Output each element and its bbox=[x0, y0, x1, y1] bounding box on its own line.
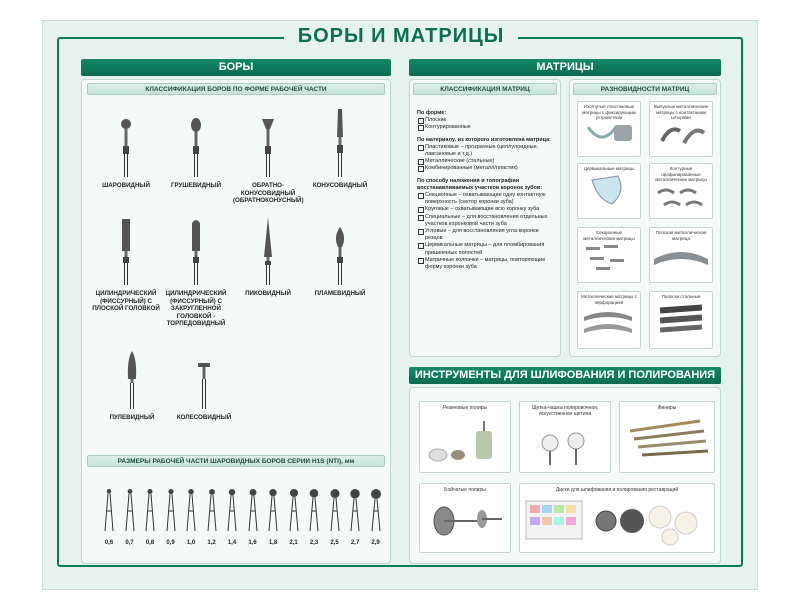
bur-size-label: 1,4 bbox=[227, 540, 237, 546]
spherical-bur-icon bbox=[284, 487, 304, 533]
matritsy-varieties-header: РАЗНОВИДНОСТИ МАТРИЦ bbox=[573, 83, 717, 95]
bur-size-label: 0,8 bbox=[145, 540, 155, 546]
bur-pikovidny bbox=[233, 217, 303, 298]
group-forma bbox=[417, 110, 557, 132]
bur-plamevidny bbox=[305, 227, 375, 298]
bur-size-item bbox=[304, 487, 324, 546]
bur-head bbox=[371, 489, 381, 499]
spherical-bur-icon bbox=[99, 487, 119, 533]
bur-sizes-row bbox=[99, 487, 419, 557]
plastic-matrix-icon bbox=[578, 121, 640, 151]
bur-size-item bbox=[222, 487, 242, 546]
bur-needle-icon bbox=[258, 217, 278, 287]
bur-label: КОЛЕСОВИДНЫЙ bbox=[176, 414, 232, 421]
bur-head bbox=[310, 489, 319, 498]
card-caption: Выпуклые металлические матрицы с контактными штырями bbox=[653, 104, 709, 120]
bur-size-item bbox=[325, 487, 345, 546]
matrix-card-cervical bbox=[577, 163, 641, 219]
group-heading: По способу наложения и топографии восстанавливаемых участков коронок зубов: bbox=[417, 177, 543, 191]
steel-strips-icon bbox=[650, 300, 712, 334]
bur-shank bbox=[290, 497, 298, 531]
bur-shank bbox=[228, 495, 236, 531]
card-caption: Секционные металлические матрицы bbox=[583, 230, 635, 241]
bur-shank bbox=[187, 494, 195, 531]
spherical-bur-icon bbox=[181, 487, 201, 533]
bur-label: ЦИЛИНДРИЧЕСКИЙ (ФИССУРНЫЙ) С ЗАКРУГЛЕННОЙ ГОЛОВКОЙ - ТОРПЕДОВИДНЫЙ bbox=[165, 290, 227, 327]
finishers-icon bbox=[620, 411, 714, 463]
list-item: Угловые – для восстановления угла коронки резцов bbox=[417, 228, 557, 242]
section-header-matritsy: МАТРИЦЫ bbox=[409, 59, 721, 76]
bur-grushevidny bbox=[161, 117, 231, 190]
bur-head bbox=[127, 489, 132, 494]
bur-shank bbox=[105, 493, 113, 531]
instrument-card-disk-polishers bbox=[419, 483, 511, 553]
spherical-bur-icon bbox=[263, 487, 283, 533]
card-caption: Резиновые полиры bbox=[442, 405, 488, 411]
group-heading: По материалу, из которого изготовлена матрица: bbox=[417, 136, 551, 143]
bur-tsilindricheskiy-torpedovidny bbox=[161, 217, 231, 328]
convex-matrix-icon bbox=[650, 121, 712, 151]
bur-shank bbox=[208, 495, 216, 531]
bur-size-label: 1,2 bbox=[207, 540, 216, 546]
bur-flame-icon bbox=[330, 227, 350, 287]
bur-size-item bbox=[284, 487, 304, 546]
card-caption: Цервикальные матрицы bbox=[583, 166, 635, 171]
card-caption: Полоски стальные bbox=[661, 294, 701, 299]
list-item: Пластиковые – прозрачные (целлулоидные, лавсановые и т.д.) bbox=[417, 144, 557, 158]
matritsy-classification-header: КЛАССИФИКАЦИЯ МАТРИЦ bbox=[413, 83, 557, 95]
bur-kolesovidny bbox=[169, 361, 239, 422]
spherical-bur-icon bbox=[366, 487, 386, 533]
bur-flat-cylinder-icon bbox=[116, 217, 136, 287]
bur-head bbox=[209, 489, 215, 495]
card-caption: Металлические матрицы с перфорацией bbox=[581, 294, 637, 305]
bur-size-label: 0,9 bbox=[166, 540, 175, 546]
section-header-instruments: ИНСТРУМЕНТЫ ДЛЯ ШЛИФОВАНИЯ И ПОЛИРОВАНИЯ bbox=[409, 367, 721, 384]
bur-label: КОНУСОВИДНЫЙ bbox=[312, 182, 368, 189]
matrix-card-contour bbox=[649, 163, 713, 219]
bur-shank bbox=[126, 494, 134, 531]
bur-inverted-cone-icon bbox=[258, 117, 278, 179]
matritsy-classification-list bbox=[417, 105, 557, 271]
bur-size-label: 1,8 bbox=[268, 540, 278, 546]
page-title bbox=[43, 25, 758, 48]
list-item: Комбинированные (металл/пластик) bbox=[417, 165, 557, 172]
bur-head bbox=[350, 489, 360, 499]
flat-matrix-icon bbox=[650, 241, 712, 271]
card-caption: Контурные профилированные металлические матрицы bbox=[655, 166, 707, 182]
bur-label: ОБРАТНО-КОНУСОВИДНЫЙ (ОБРАТНОКОНУСНЫЙ) bbox=[233, 182, 304, 204]
contour-matrix-icon bbox=[650, 183, 712, 213]
bur-pulevidny bbox=[97, 351, 167, 422]
bur-label: ШАРОВИДНЫЙ bbox=[102, 182, 150, 189]
rubber-polishers-icon bbox=[420, 411, 510, 469]
list-item: Специальные – для восстановления отдельных участков коронковой части зуба bbox=[417, 214, 557, 228]
card-caption: Диски для шлифования и полирования реставраций bbox=[555, 487, 679, 493]
spherical-bur-icon bbox=[345, 487, 365, 533]
bur-pear-icon bbox=[186, 117, 206, 179]
bur-size-item bbox=[243, 487, 263, 546]
bur-size-label: 1,6 bbox=[248, 540, 257, 546]
group-sposob bbox=[417, 178, 557, 272]
matrix-card-convex-metal bbox=[649, 101, 713, 157]
list-item: Плоские bbox=[417, 117, 557, 124]
bur-wheel-icon bbox=[194, 361, 214, 411]
card-caption: Изогнутые пластиковые матрицы с фиксирующим устройством bbox=[582, 104, 636, 120]
bur-shank bbox=[167, 494, 175, 531]
spherical-bur-icon bbox=[243, 487, 263, 533]
bur-label: ПУЛЕВИДНЫЙ bbox=[109, 414, 155, 421]
matrix-card-perforated bbox=[577, 291, 641, 349]
bur-shank bbox=[331, 498, 339, 531]
bur-konusovidny bbox=[305, 107, 375, 190]
bur-size-label: 2,1 bbox=[289, 540, 298, 546]
bur-bullet-icon bbox=[122, 351, 142, 411]
spherical-bur-icon bbox=[304, 487, 324, 533]
bur-label: ЦИЛИНДРИЧЕСКИЙ (ФИССУРНЫЙ) С ПЛОСКОЙ ГОЛОВКОЙ bbox=[92, 290, 160, 312]
bur-size-item bbox=[140, 487, 160, 546]
bur-shank bbox=[146, 494, 154, 531]
poster bbox=[42, 20, 758, 590]
bur-shank bbox=[249, 496, 257, 531]
bur-shank bbox=[351, 499, 359, 531]
bur-sharovidny bbox=[91, 117, 161, 190]
bur-size-label: 1,0 bbox=[186, 540, 196, 546]
bur-cone-icon bbox=[330, 107, 350, 179]
instrument-card-finishers bbox=[619, 401, 715, 473]
cervical-matrix-icon bbox=[578, 172, 640, 208]
bur-size-label: 0,6 bbox=[104, 540, 114, 546]
bur-size-item bbox=[161, 487, 181, 546]
bur-sizes-header: РАЗМЕРЫ РАБОЧЕЙ ЧАСТИ ШАРОВИДНЫХ БОРОВ СЕРИИ H1S (NTI), мм bbox=[87, 455, 385, 467]
bur-label: ПИКОВИДНЫЙ bbox=[245, 290, 291, 297]
spherical-bur-icon bbox=[161, 487, 181, 533]
bur-size-label: 2,3 bbox=[309, 540, 319, 546]
bur-obratno-konusovidny bbox=[233, 117, 303, 205]
bur-head bbox=[269, 489, 276, 496]
bur-head bbox=[249, 489, 256, 496]
instrument-card-polishing-disks bbox=[519, 483, 715, 553]
bur-tsilindricheskiy-ploskiy bbox=[91, 217, 161, 313]
bur-size-label: 2,5 bbox=[330, 540, 339, 546]
title-text: БОРЫ И МАТРИЦЫ bbox=[284, 25, 519, 47]
card-caption: Плоская металлическая матрица bbox=[655, 230, 707, 241]
bur-head bbox=[188, 489, 193, 494]
bur-shank bbox=[310, 498, 318, 531]
card-caption: Бойчатые полиры bbox=[444, 487, 486, 493]
bur-size-label: 2,7 bbox=[350, 540, 360, 546]
bur-head bbox=[107, 489, 111, 493]
bur-label: ПЛАМЕВИДНЫЙ bbox=[314, 290, 366, 297]
bur-size-item bbox=[366, 487, 386, 546]
bur-head bbox=[330, 489, 339, 498]
bur-shank bbox=[269, 496, 277, 531]
bur-head bbox=[148, 489, 153, 494]
list-item: Контурированные bbox=[417, 124, 557, 131]
bur-size-item bbox=[120, 487, 140, 546]
bory-classification-header: КЛАССИФИКАЦИЯ БОРОВ ПО ФОРМЕ РАБОЧЕЙ ЧАСТИ bbox=[87, 83, 385, 95]
list-item: Матричные колпачки – матрицы, повторяющие форму коронки зуба bbox=[417, 257, 557, 271]
list-item: Секционные – охватывающие одну контактную поверхность (сектор коронки зуба) bbox=[417, 192, 557, 206]
group-heading: По форме: bbox=[417, 110, 447, 116]
bur-size-item bbox=[99, 487, 119, 546]
bur-label: ГРУШЕВИДНЫЙ bbox=[170, 182, 222, 189]
card-caption: Щетка-чашка полировочная, искусственная щетина bbox=[531, 405, 599, 417]
card-caption: Финиры bbox=[657, 405, 677, 411]
polishing-disks-icon bbox=[520, 493, 714, 547]
disk-polishers-icon bbox=[420, 493, 510, 545]
bur-head bbox=[289, 489, 297, 497]
spherical-bur-icon bbox=[202, 487, 222, 533]
bur-size-item bbox=[263, 487, 283, 546]
perforated-matrix-icon bbox=[578, 305, 640, 339]
group-material bbox=[417, 137, 557, 173]
bur-head bbox=[229, 489, 235, 495]
sectional-matrix-icon bbox=[578, 241, 640, 275]
matrix-card-plastic-curved bbox=[577, 101, 641, 157]
bur-head bbox=[168, 489, 173, 494]
spherical-bur-icon bbox=[140, 487, 160, 533]
bur-size-label: 2,9 bbox=[371, 540, 380, 546]
list-item: Круговые – охватывающие всю коронку зуба bbox=[417, 206, 557, 213]
bur-spherical-icon bbox=[116, 117, 136, 179]
bur-size-item bbox=[202, 487, 222, 546]
matrix-card-sectional bbox=[577, 227, 641, 283]
brush-cup-icon bbox=[520, 417, 610, 469]
matrix-card-steel-strips bbox=[649, 291, 713, 349]
bur-shank bbox=[372, 499, 380, 531]
bur-torpedo-icon bbox=[186, 217, 206, 287]
list-item: Цервикальные матрицы – для пломбирования пришеечных полостей bbox=[417, 242, 557, 256]
spherical-bur-icon bbox=[120, 487, 140, 533]
spherical-bur-icon bbox=[325, 487, 345, 533]
bur-size-item bbox=[345, 487, 365, 546]
matrix-card-flat-metal bbox=[649, 227, 713, 283]
bur-size-item bbox=[181, 487, 201, 546]
spherical-bur-icon bbox=[222, 487, 242, 533]
list-item: Металлические (стальные) bbox=[417, 158, 557, 165]
bur-size-label: 0,7 bbox=[125, 540, 134, 546]
instrument-card-brush-cup bbox=[519, 401, 611, 473]
instrument-card-rubber-polishers bbox=[419, 401, 511, 473]
section-header-bory: БОРЫ bbox=[81, 59, 391, 76]
